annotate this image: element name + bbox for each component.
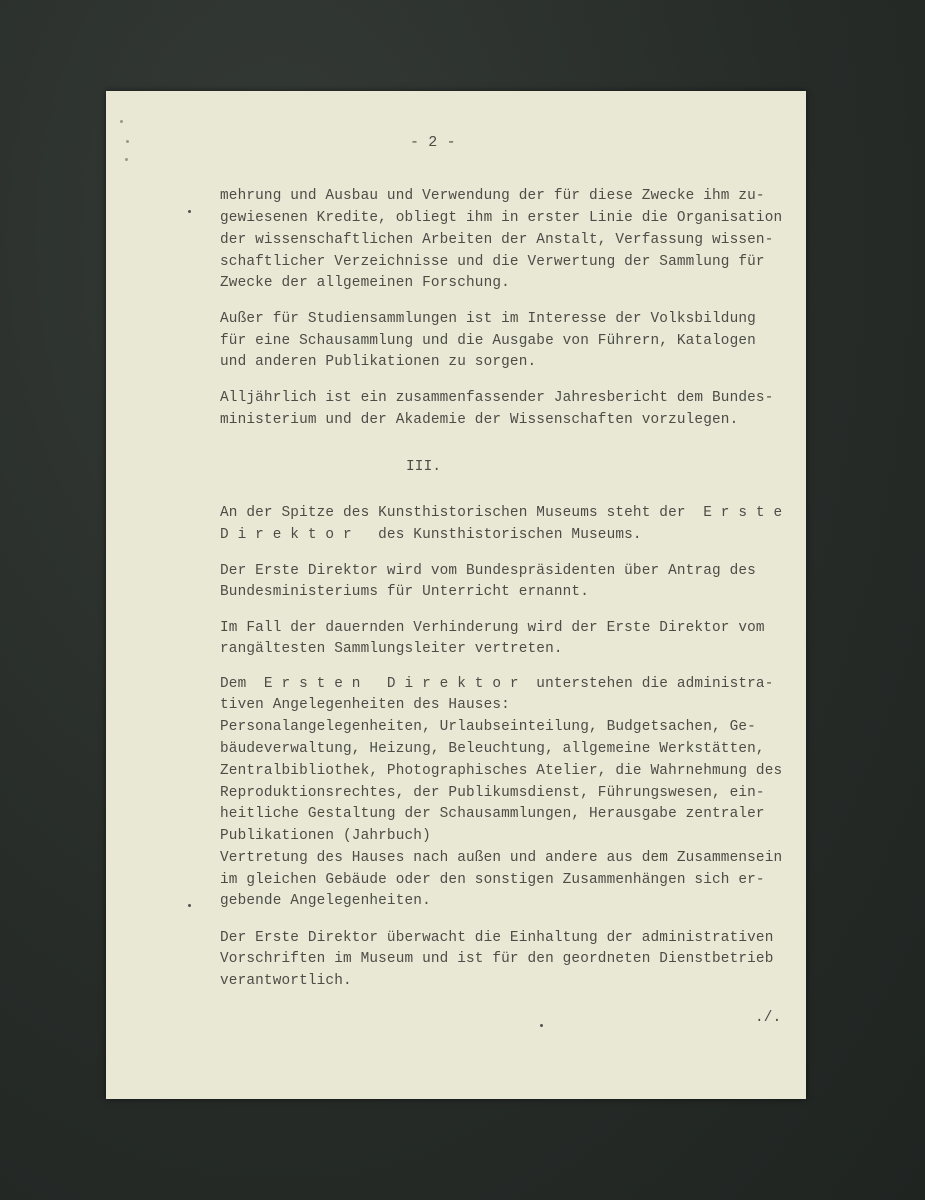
text-line: gewiesenen Kredite, obliegt ihm in erster Linie die Organisation (220, 210, 783, 226)
ink-speck (188, 904, 191, 907)
punch-mark (120, 120, 123, 123)
text-line: rangältesten Sammlungsleiter vertreten. (220, 641, 563, 657)
text-line: Vertretung des Hauses nach außen und andere aus dem Zusammensein (220, 850, 783, 866)
text-line: Personalangelegenheiten, Urlaubseinteilung, Budgetsachen, Ge- (220, 719, 756, 735)
text-line: bäudeverwaltung, Heizung, Beleuchtung, allgemeine Werkstätten, (220, 741, 765, 757)
text-line: Im Fall der dauernden Verhinderung wird der Erste Direktor vom (220, 620, 765, 636)
text-line: Alljährlich ist ein zusammenfassender Jahresbericht dem Bundes- (220, 390, 774, 406)
text-line: Der Erste Direktor überwacht die Einhaltung der administrativen (220, 930, 774, 946)
text-line: D i r e k t o r des Kunsthistorischen Museums. (220, 527, 642, 543)
punch-mark (126, 140, 129, 143)
text-line: im gleichen Gebäude oder den sonstigen Zusammenhängen sich er- (220, 872, 765, 888)
text-line: für eine Schausammlung und die Ausgabe von Führern, Katalogen (220, 333, 756, 349)
ink-speck (540, 1024, 543, 1027)
text-line: tiven Angelegenheiten des Hauses: (220, 697, 510, 713)
text-line: heitliche Gestaltung der Schausammlungen, Herausgabe zentraler (220, 806, 765, 822)
text-line: Dem E r s t e n D i r e k t o r unterstehen die administra- (220, 676, 774, 692)
text-line: Reproduktionsrechtes, der Publikumsdienst, Führungswesen, ein- (220, 785, 765, 801)
text-line: Zentralbibliothek, Photographisches Atelier, die Wahrnehmung des (220, 763, 783, 779)
continuation-mark: ./. (755, 1010, 782, 1026)
text-line: der wissenschaftlichen Arbeiten der Anstalt, Verfassung wissen- (220, 232, 774, 248)
text-line: mehrung und Ausbau und Verwendung der für diese Zwecke ihm zu- (220, 188, 765, 204)
section-heading: III. (406, 459, 442, 475)
punch-mark (125, 158, 128, 161)
text-line: verantwortlich. (220, 973, 352, 989)
page-number: - 2 - (410, 134, 456, 151)
text-line: schaftlicher Verzeichnisse und die Verwertung der Sammlung für (220, 254, 765, 270)
text-line: Publikationen (Jahrbuch) (220, 828, 431, 844)
text-line: An der Spitze des Kunsthistorischen Museums steht der E r s t e (220, 505, 783, 521)
text-line: Zwecke der allgemeinen Forschung. (220, 275, 510, 291)
text-line: gebende Angelegenheiten. (220, 893, 431, 909)
text-line: ministerium und der Akademie der Wissenschaften vorzulegen. (220, 412, 739, 428)
ink-speck (188, 210, 191, 213)
text-line: Außer für Studiensammlungen ist im Interesse der Volksbildung (220, 311, 756, 327)
text-line: Der Erste Direktor wird vom Bundespräsidenten über Antrag des (220, 563, 756, 579)
text-line: und anderen Publikationen zu sorgen. (220, 354, 537, 370)
text-line: Vorschriften im Museum und ist für den geordneten Dienstbetrieb (220, 951, 774, 967)
text-line: Bundesministeriums für Unterricht ernannt. (220, 584, 590, 600)
